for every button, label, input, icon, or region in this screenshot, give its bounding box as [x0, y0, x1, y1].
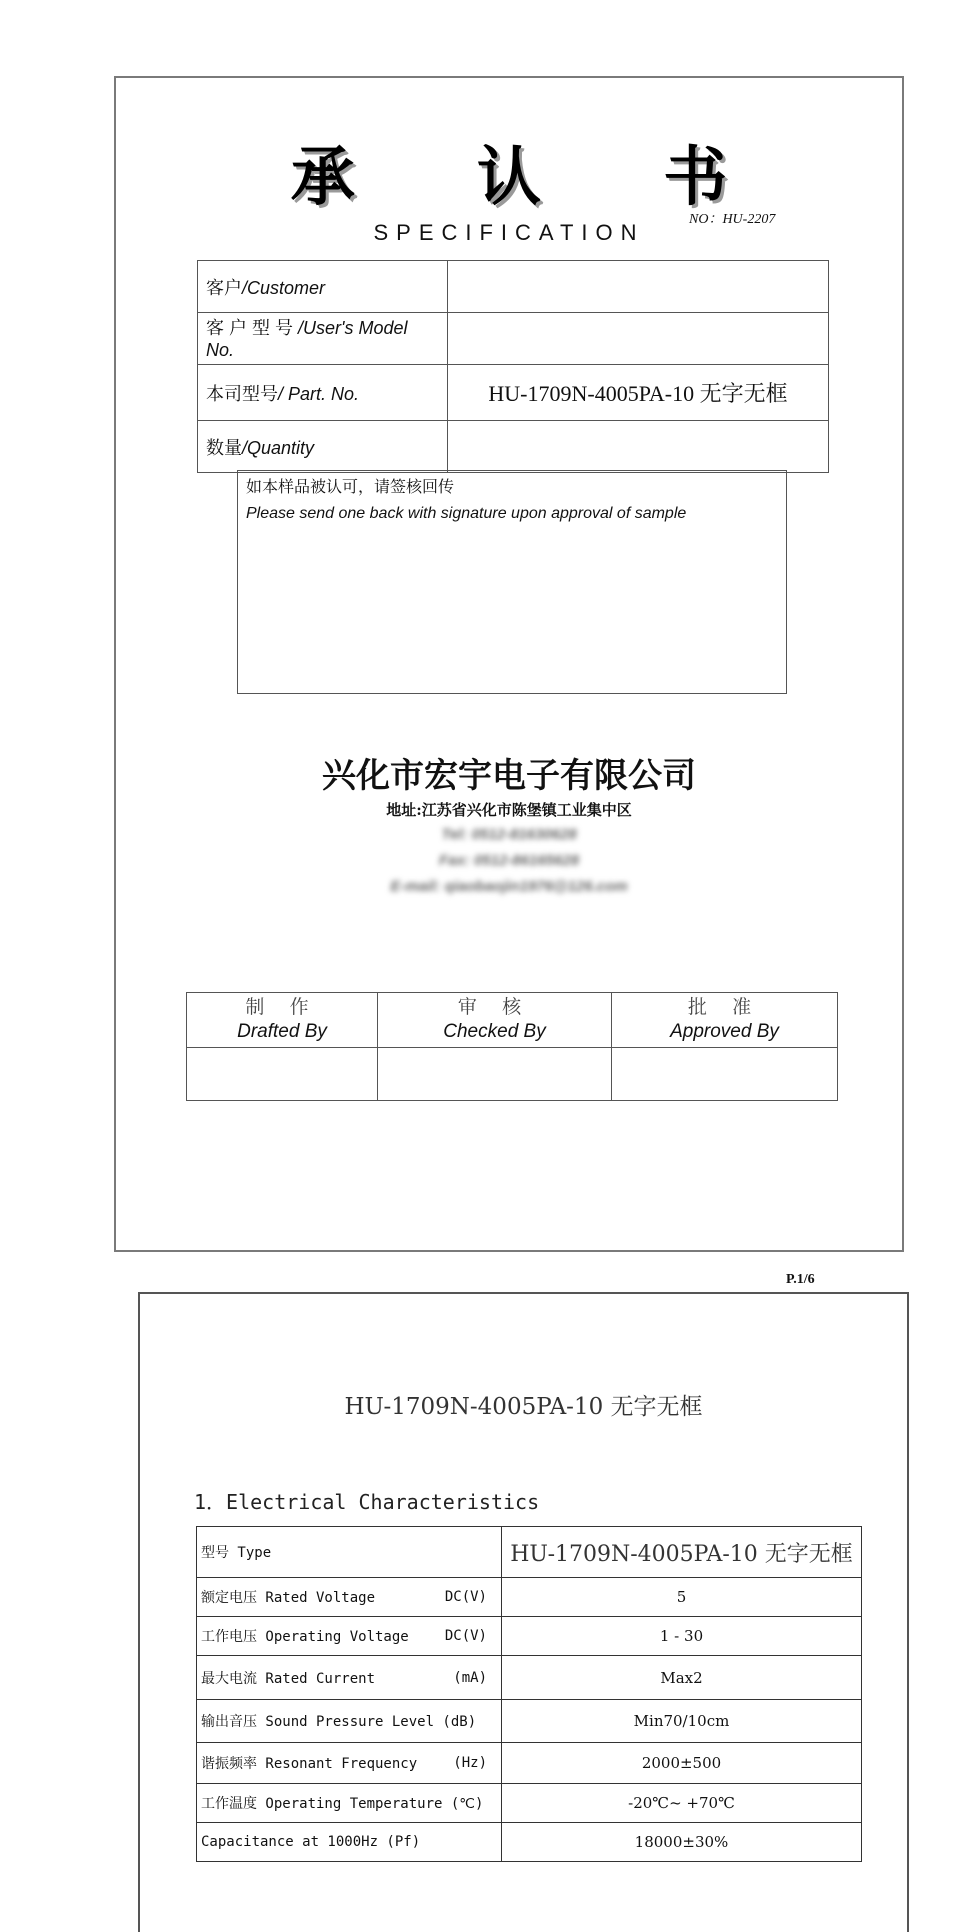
label-cn: 客户: [206, 277, 242, 298]
spec-label: 最大电流 Rated Current: [201, 1670, 376, 1687]
signature-label-cn: 制 作: [245, 997, 319, 1018]
signature-field-drafted[interactable]: [187, 1048, 378, 1101]
spec-label: 型号 Type: [197, 1527, 502, 1578]
signature-blank-row: [187, 1048, 838, 1101]
info-label: [198, 313, 448, 365]
spec-label: 工作温度 Operating Temperature (℃): [197, 1784, 502, 1823]
signature-header-row: [187, 993, 838, 1048]
spec-value: 2000±500: [502, 1743, 862, 1784]
spec-unit: (Hz): [453, 1755, 487, 1771]
document-title-chinese: 承 认 书: [290, 140, 778, 215]
signature-field-approved[interactable]: [612, 1048, 838, 1101]
info-label: [198, 261, 448, 313]
info-row-part-no: [198, 365, 829, 421]
page2-title: HU-1709N-4005PA-10 无字无框: [344, 1394, 703, 1420]
signature-field-checked[interactable]: [378, 1048, 612, 1101]
spec-unit: (mA): [453, 1669, 487, 1686]
label-en: / Part. No.: [278, 383, 360, 404]
signature-header-approved: [612, 993, 838, 1048]
spec-value: 5: [502, 1578, 862, 1617]
spec-label: 输出音压 Sound Pressure Level (dB): [197, 1700, 502, 1743]
spec-row: [197, 1743, 862, 1784]
spec-row: [197, 1784, 862, 1823]
spec-label-cell: [197, 1656, 502, 1700]
electrical-spec-table: [196, 1526, 862, 1862]
signature-label-en: Approved By: [670, 1021, 779, 1042]
signature-table: [186, 992, 838, 1101]
company-tel-blurred: Tel: 0512-81630628: [441, 826, 577, 843]
info-row-user-model: [198, 313, 829, 365]
section-heading: 1．Electrical Characteristics: [194, 1490, 540, 1514]
company-address: 地址:江苏省兴化市陈堡镇工业集中区: [386, 801, 632, 819]
spec-label-cell: [197, 1743, 502, 1784]
electrical-characteristics-page: [138, 1292, 909, 1932]
spec-label: 工作电压 Operating Voltage: [201, 1629, 409, 1645]
label-cn: 数量: [206, 437, 242, 458]
spec-row: [197, 1617, 862, 1656]
approval-note-english: Please send one back with signature upon approval of sample: [246, 505, 687, 522]
label-cn: 客 户 型 号: [206, 317, 294, 338]
spec-value: Min70/10cm: [502, 1700, 862, 1743]
document-number: NO：HU-2207: [689, 212, 776, 227]
info-label: [198, 421, 448, 473]
signature-label-en: Drafted By: [237, 1021, 327, 1042]
spec-label-cell: [197, 1617, 502, 1656]
signature-header-drafted: [187, 993, 378, 1048]
info-value-user-model[interactable]: [448, 313, 829, 365]
spec-row: [197, 1656, 862, 1700]
customer-info-table: [197, 260, 829, 473]
spec-row: [197, 1823, 862, 1862]
signature-label-en: Checked By: [443, 1021, 546, 1042]
info-value-part-no: HU-1709N-4005PA-10 无字无框: [448, 365, 829, 421]
spec-row: [197, 1527, 862, 1578]
spec-label: 谐振频率 Resonant Frequency: [201, 1756, 418, 1772]
spec-value: 1 - 30: [502, 1617, 862, 1656]
company-fax-blurred: Fax: 0512-86165628: [438, 852, 580, 869]
spec-label-cell: [197, 1578, 502, 1617]
spec-unit: DC(V): [444, 1628, 487, 1644]
company-name: 兴化市宏宇电子有限公司: [322, 756, 696, 796]
signature-label-cn: 审 核: [457, 997, 532, 1018]
info-value-quantity[interactable]: [448, 421, 829, 473]
approval-note-box: [237, 470, 787, 694]
label-en: /Quantity: [242, 437, 315, 458]
approval-note-chinese: 如本样品被认可，请签核回传: [246, 479, 455, 496]
label-en: /Customer: [242, 277, 326, 298]
page-number: P.1/6: [786, 1272, 815, 1287]
spec-value: Max2: [502, 1656, 862, 1700]
info-row-quantity: [198, 421, 829, 473]
specification-cover-page: [114, 76, 904, 1252]
spec-value: -20℃~ +70℃: [502, 1784, 862, 1823]
spec-value: HU-1709N-4005PA-10 无字无框: [502, 1527, 862, 1578]
info-label: [198, 365, 448, 421]
spec-row: [197, 1700, 862, 1743]
spec-unit: DC(V): [444, 1589, 487, 1605]
signature-header-checked: [378, 993, 612, 1048]
spec-label: 额定电压 Rated Voltage: [201, 1590, 376, 1606]
company-email-blurred: E-mail: qiaobaojin1976@126.com: [390, 878, 628, 895]
spec-value: 18000±30%: [502, 1823, 862, 1862]
document-title-english: SPECIFICATION: [373, 220, 645, 245]
label-en: /User's Model No.: [206, 317, 408, 360]
signature-label-cn: 批 准: [687, 997, 762, 1018]
info-row-customer: [198, 261, 829, 313]
spec-row: [197, 1578, 862, 1617]
label-cn: 本司型号: [206, 383, 278, 404]
spec-label: Capacitance at 1000Hz (Pf): [197, 1823, 502, 1862]
info-value-customer[interactable]: [448, 261, 829, 313]
